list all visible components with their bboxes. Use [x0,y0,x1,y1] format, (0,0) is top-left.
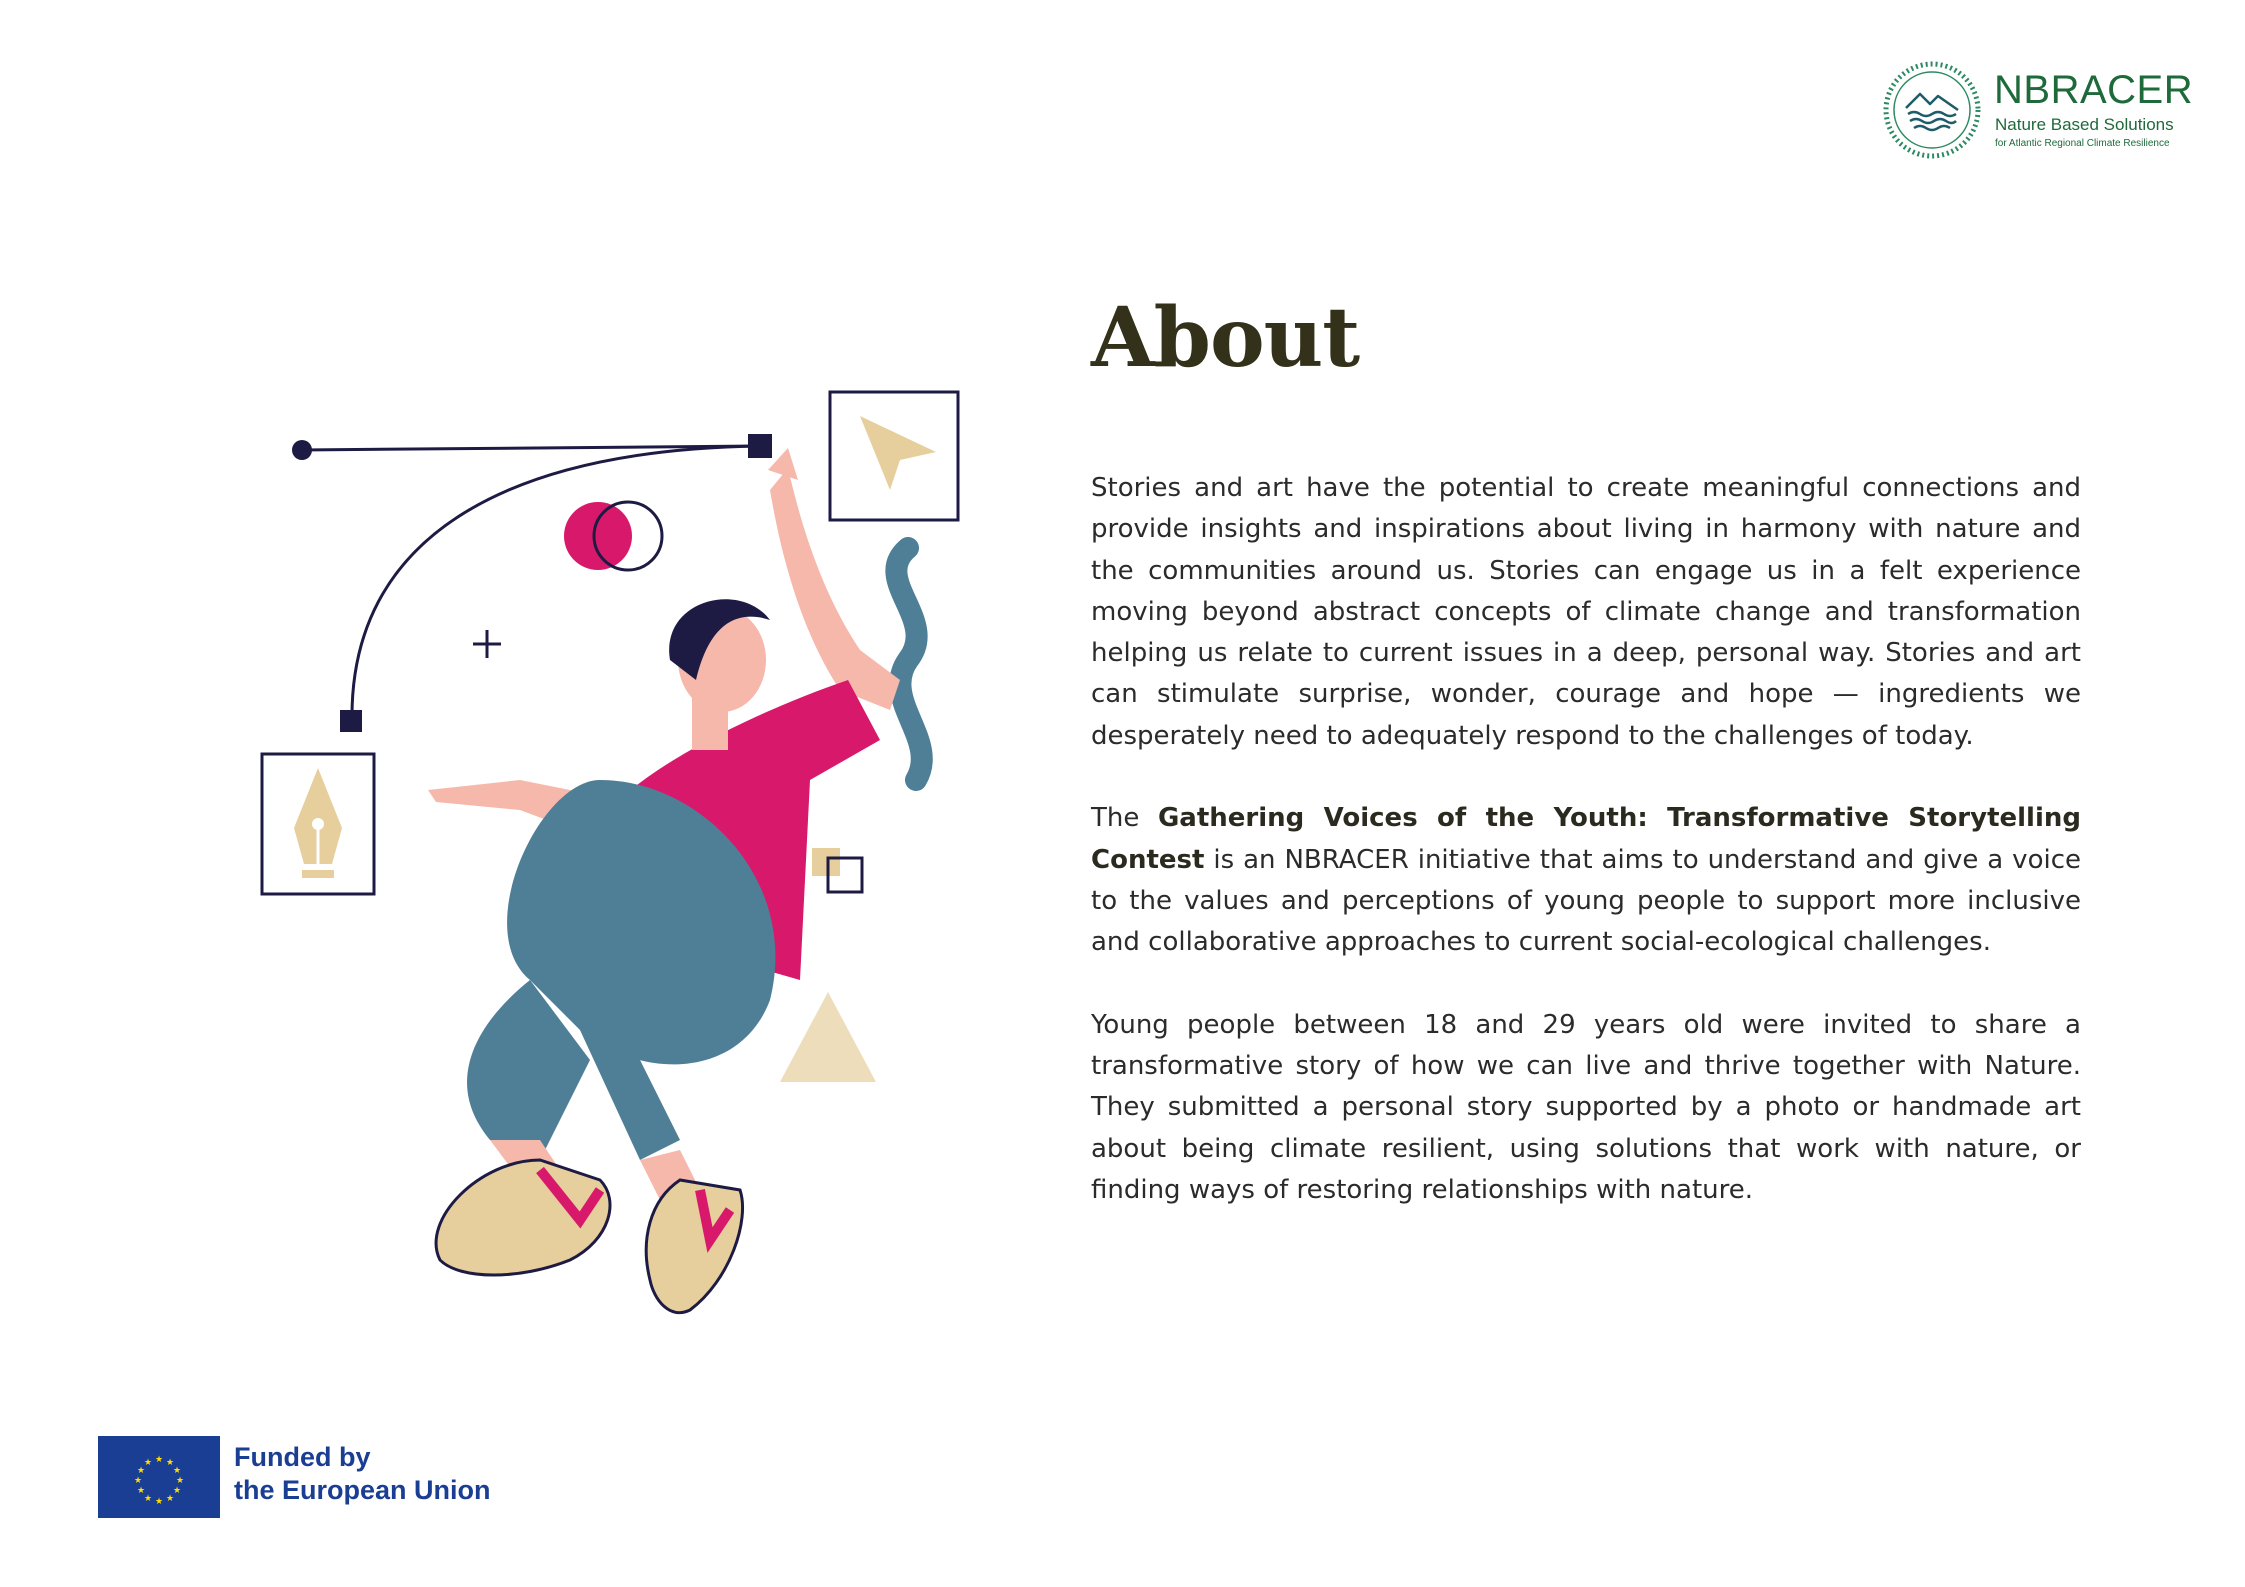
squiggle-shape-icon [896,548,921,780]
svg-text:★: ★ [136,1486,146,1496]
paragraph-participants: Young people between 18 and 29 years old were invited to share a transformative story of how we can live and thrive together with Nature. They submitted a personal story supported by a photo or handmade art about being climate resilient, using solutions that work with nature, or finding ways of restoring relationships with nature. [1091,1009,2081,1206]
overlapping-circles-icon [564,502,662,570]
svg-text:★: ★ [172,1466,182,1476]
paragraph-intro: Stories and art have the potential to create meaningful connections and provide insights and inspirations about living in harmony with nature and the communities around us. Stories can engage us in a felt experience moving beyond abstract concepts of climate change and transformation helping us relate to current issues in a deep, personal way. Stories and art can stimulate surprise, wonder, courage and hope — ingredients we desperately need to adequately respond to the challenges of today. [1091,473,2081,751]
eu-flag-icon [98,1436,220,1518]
nbracer-logo [1880,58,2194,162]
logo-subtitle: Nature Based Solutions [1995,115,2174,134]
small-square-shape [812,848,840,876]
cursor-icon [830,392,958,520]
logo-title: NBRACER [1994,68,2194,112]
nbracer-emblem-icon [1880,58,1984,162]
svg-text:★: ★ [175,1476,185,1486]
eu-funding-text [234,1441,491,1507]
right-shoe [646,1180,742,1313]
eu-funding-line1: Funded by [234,1442,371,1472]
svg-text:★: ★ [165,1494,175,1504]
svg-text:★: ★ [172,1486,182,1496]
plus-icon [473,630,501,658]
logo-tagline: for Atlantic Regional Climate Resilience [1995,138,2170,149]
svg-text:★: ★ [165,1458,175,1468]
paragraph-contest-suffix: is an NBRACER initiative that aims to understand and give a voice to the values and perceptions of young people to support more inclusive and collaborative approaches to current social-ecological challenges. [1091,844,2081,958]
pen-tool-icon [262,754,374,894]
svg-text:★: ★ [133,1476,143,1486]
svg-text:★: ★ [143,1458,153,1468]
paragraph-contest-prefix: The [1091,803,1158,834]
paragraph-contest [1091,798,2081,963]
svg-text:★: ★ [136,1466,146,1476]
page-title: About [1091,290,1360,386]
person-floating-with-design-tools-illustration [240,380,1000,1340]
eu-funding-line2: the European Union [234,1475,491,1505]
triangle-shape-icon [780,992,876,1082]
svg-text:★: ★ [143,1494,153,1504]
about-body [1091,468,2081,1253]
svg-text:★: ★ [154,1497,164,1507]
contest-name: Gathering Voices of the Youth: Transformative Storytelling Contest [1091,803,2081,875]
svg-text:★: ★ [154,1455,164,1465]
